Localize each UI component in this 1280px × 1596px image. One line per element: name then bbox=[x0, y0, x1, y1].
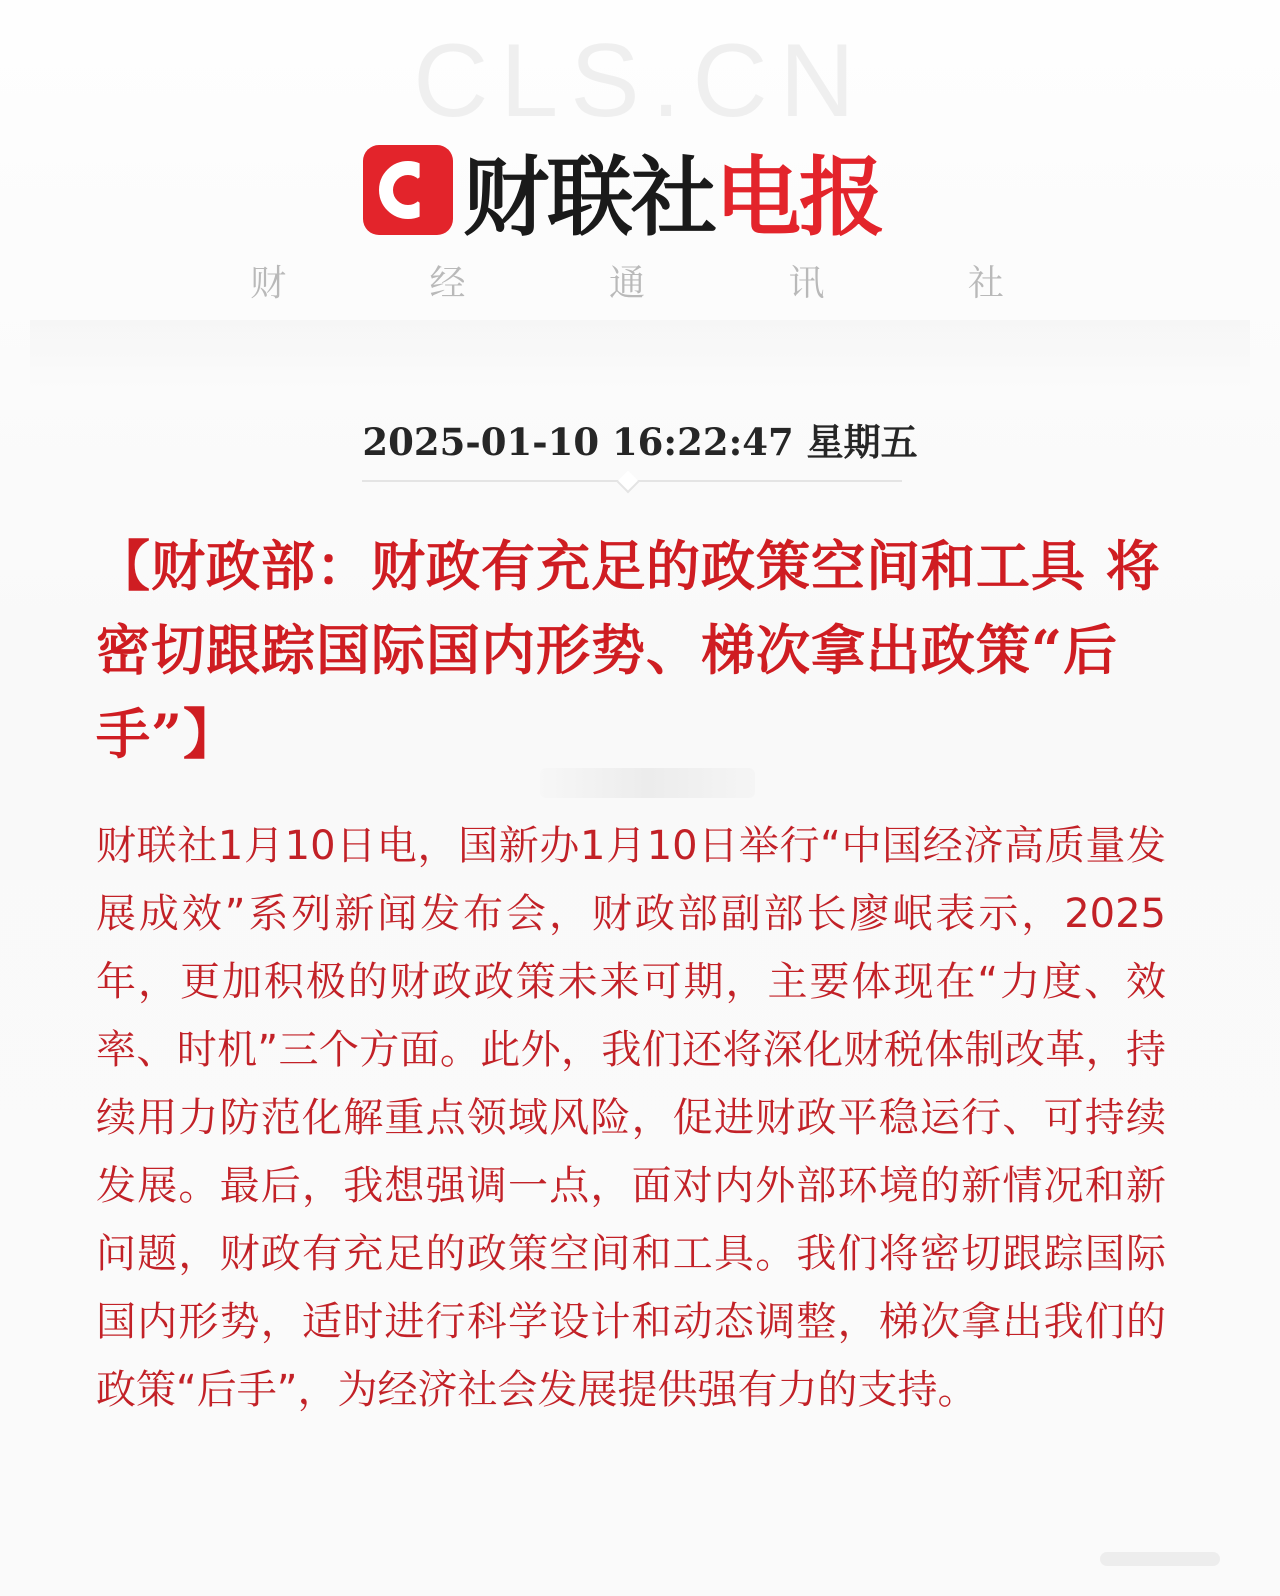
cls-logo-icon bbox=[363, 145, 453, 235]
article-headline: 【财政部：财政有充足的政策空间和工具 将密切跟踪国际国内形势、梯次拿出政策“后手”】 bbox=[96, 534, 1161, 766]
redacted-strip bbox=[540, 768, 755, 798]
masthead-logo bbox=[363, 140, 883, 248]
watermark-text: CLS.CN bbox=[413, 23, 867, 139]
brand-name bbox=[463, 128, 883, 252]
brand-name-red: 电报 bbox=[715, 148, 883, 248]
brand-name-black: 财联社 bbox=[463, 148, 715, 248]
article-body: 财联社1月10日电，国新办1月10日举行“中国经济高质量发展成效”系列新闻发布会，财政部副部长廖岷表示，2025年，更加积极的财政政策未来可期，主要体现在“力度、效率、时机”三个方面。此外，我们还将深化财税体制改革，持续用力防范化解重点领域风险，促进财政平稳运行、可持续发展。最后，我想强调一点，面对内外部环境的新情况和新问题，财政有充足的政策空间和工具。我们将密切跟踪国际国内形势，适时进行科学设计和动态调整，梯次拿出我们的政策“后手”，为经济社会发展提供强有力的支持。 bbox=[96, 823, 1166, 1413]
publish-datetime: 2025-01-10 16:22:47 星期五 bbox=[362, 420, 918, 464]
datetime-pointer bbox=[617, 471, 640, 494]
agency-subtitle: 财 经 通 讯 社 bbox=[250, 263, 1070, 304]
header-divider-band bbox=[30, 320, 1250, 390]
corner-watermark bbox=[1100, 1552, 1220, 1566]
